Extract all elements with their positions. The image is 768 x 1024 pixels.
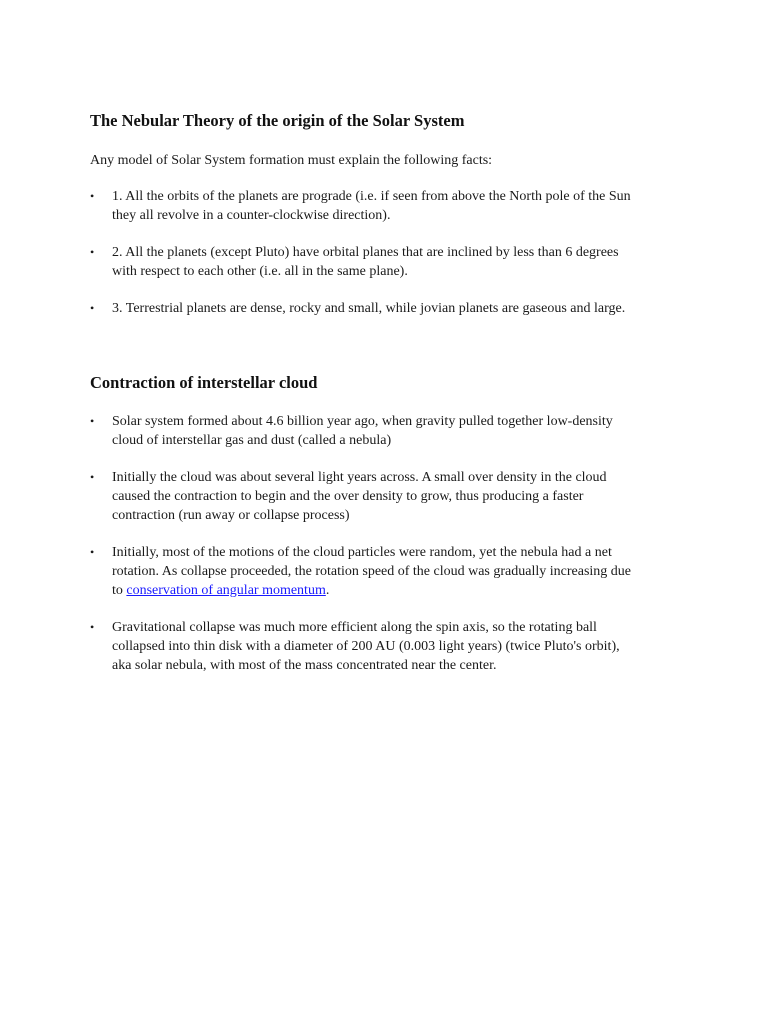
bullet-icon: • bbox=[90, 414, 95, 428]
list-item-text: Initially the cloud was about several light years across. A small over density in the cloud bbox=[112, 470, 607, 485]
list-item bbox=[90, 187, 690, 225]
bullet-icon: • bbox=[90, 545, 95, 559]
list-item bbox=[90, 243, 690, 281]
list-item bbox=[90, 299, 690, 318]
list-item-text-with-link bbox=[112, 581, 690, 600]
list-item-text: collapsed into thin disk with a diameter of 200 AU (0.003 light years) (twice Pluto's orbit), bbox=[112, 639, 620, 654]
list-item bbox=[90, 618, 690, 675]
bullet-icon: • bbox=[90, 245, 95, 259]
contraction-list bbox=[90, 412, 690, 693]
bullet-icon: • bbox=[90, 620, 95, 634]
intro-paragraph: Any model of Solar System formation must explain the following facts: bbox=[90, 153, 493, 168]
list-item bbox=[90, 412, 690, 450]
bullet-icon: • bbox=[90, 301, 95, 315]
list-item-text: they all revolve in a counter-clockwise direction). bbox=[112, 208, 391, 223]
list-item-text: Initially, most of the motions of the cloud particles were random, yet the nebula had a net bbox=[112, 545, 612, 560]
section-title-contraction: Contraction of interstellar cloud bbox=[90, 373, 318, 392]
bullet-icon: • bbox=[90, 470, 95, 484]
list-item-text: rotation. As collapse proceeded, the rotation speed of the cloud was gradually increasing due bbox=[112, 564, 631, 579]
list-item-text: Solar system formed about 4.6 billion year ago, when gravity pulled together low-density bbox=[112, 414, 613, 429]
list-item-text: 1. All the orbits of the planets are prograde (i.e. if seen from above the North pole of the Sun bbox=[112, 189, 631, 204]
link-prefix-text: to bbox=[112, 583, 127, 598]
list-item-text: with respect to each other (i.e. all in the same plane). bbox=[112, 264, 408, 279]
list-item-text: contraction (run away or collapse process) bbox=[112, 508, 350, 523]
list-item bbox=[90, 468, 690, 525]
list-item-text: caused the contraction to begin and the over density to grow, thus producing a faster bbox=[112, 489, 584, 504]
bullet-icon: • bbox=[90, 189, 95, 203]
list-item-text: 3. Terrestrial planets are dense, rocky and small, while jovian planets are gaseous and large. bbox=[112, 301, 626, 316]
link-suffix-text: . bbox=[325, 583, 330, 598]
conservation-angular-momentum-link[interactable]: conservation of angular momentum bbox=[126, 583, 326, 598]
list-item-text: Gravitational collapse was much more efficient along the spin axis, so the rotating ball bbox=[112, 620, 597, 635]
section-title-nebular-theory: The Nebular Theory of the origin of the Solar System bbox=[90, 111, 465, 130]
list-item-text: aka solar nebula, with most of the mass concentrated near the center. bbox=[112, 658, 497, 673]
list-item bbox=[90, 543, 690, 600]
facts-list bbox=[90, 187, 690, 336]
list-item-text: 2. All the planets (except Pluto) have orbital planes that are inclined by less than 6 degrees bbox=[112, 245, 619, 260]
list-item-text: cloud of interstellar gas and dust (called a nebula) bbox=[112, 433, 392, 448]
